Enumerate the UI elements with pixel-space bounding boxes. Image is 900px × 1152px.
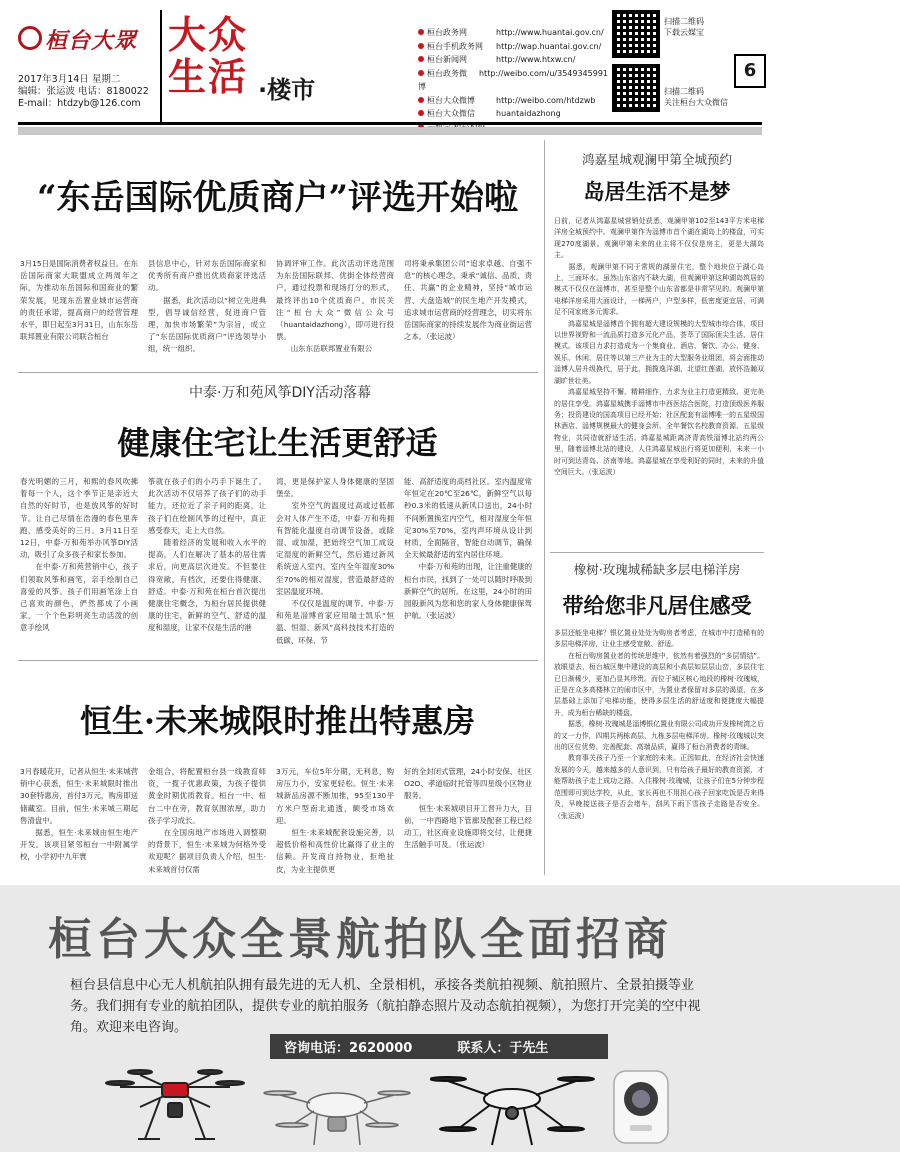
subsection-title: ·楼市 [258,76,316,104]
article-divider [18,660,538,661]
contact-row [418,53,608,67]
article-headline: “东岳国际优质商户”评选开始啦 [36,178,519,218]
contact-label: 桓台大众微博 [427,95,475,105]
section-title [168,14,248,98]
article-column: 3月春暖花开，记者从恒生·未来城营销中心获悉，恒生·未来城限时推出30套特惠房，首付3万元，购房即送储藏室。目前，恒生·未来城三期起售清盘中。 据悉，恒生·未来城由恒生地产开发。该项目紧邻桓台一中附属学校，小学初中九年寰 [20,767,138,862]
panorama-camera-icon [610,1067,672,1147]
contact-row [418,94,608,108]
contact-row [418,67,608,94]
article-column: 春光明媚的三月，和熙的春风吹拂着每一个人，这个季节正是亲近大自然的好时节，也是放风筝的好时节。让自己尽情在浩漫的春色里奔跑，感受美好的三月。3月11日至12日，中泰·万和苑举办风筝DIY活动，吸引了众多孩子和家长参加。 在中泰·万和苑营销中心，孩子们领取风筝和画笔，亲手绘制自己喜爱的风筝。孩子们用画笔涂上自己喜欢的颜色，俨然都成了小画家，一个个色彩明亮生动活泼的创意手绘风 [20,477,138,633]
column-divider [544,140,545,875]
email-info: E-mail：htdzyb@126.com [18,98,141,109]
article-column: 筝就在孩子们的小巧手下诞生了。此次活动不仅培养了孩子们的动手能力，还拉近了亲子间的距离，让孩子们在绘制风筝的过程中，真正感受春天，走上大自然。 随着经济的发展和收入水平的提高，人们在解决了基本的居住需求后，向更高层次进发。不但要住得宽敞，有档次，还要住得健康、舒适。中泰·万和苑在桓台首次提出健康住宅概念，为桓台居民提供健康的住宅，新鲜的空气、舒适的温度和湿度，让家不仅是生活的港 [148,477,266,633]
contact-label: 桓台手机政务网 [427,41,483,51]
contact-label: 桓台大众微信 [427,109,475,118]
article-body: 日前，记者从鸿嘉星城营销处获悉，观澜甲第102至143平方米电梯洋房全城预约中。观澜甲第作为淄博市首个湖在湖岛上的楼盘，可实现270度湖景。观澜甲第未来的业主将不仅仅是房主，更是大湖岛主。 据悉，观澜甲第不同于常规的湖景住宅，整个地块位于湖心岛上，三面环水。虽然山东省内不缺大湖，但观澜甲第这种湖岛筑居的模式不仅仅在淄博市，甚至是整个山东省都是非常罕见的。观澜甲第电梯洋房采用大面设计，一梯两户，户型多样，低密度更宜居，可满足不同家庭多元需求。 鸿嘉星城是淄博首个拥有超大建设规模的大型城市综合体，项目以世界视野和一流品质打造多元化产品，荟萃了国际顶尖生活、居住模式。该项目力求打造成为一个集商业、酒店、餐饮、办公、健身、娱乐、休闲、居住等以第三产业为主的大型服务业组团，将会面推动淄博人居升级换代，居于此，拥揽逸洋湖，北望红莲湖，放怀浩瀚双湖旷世壮美。 鸿嘉星城坚持不懈、精耕细作，力求为业主打造更精致、更完美的居住享受。鸿嘉星城携手淄博市中西医结合医院，打造顶级医养服务；投资建设的国高项目已经开始；社区配套有淄博唯一的五星级国林酒店、淄博规模最大的健身会所、全年餐饮名校教育资源、五星级物业，共同造就舒适生活。鸿嘉星城距离济青高铁淄博北站约两公里，随着淄博北站的建设，人住鸿嘉星城出行将更加便利，未来一小时可到达青岛、济南等地。鸿嘉星城在享受利好的同时，未来的升值空间巨大。（张运波） [554,217,764,476]
ad-body: 桓台县信息中心无人机航拍队拥有最先进的无人机、全景相机，承接各类航拍视频、航拍照片、全景拍摄等业务。我们拥有专业的航拍团队，提供专业的航拍服务（航拍静态照片及动态航拍视频），为您打开完美的空中视角。欢迎来电咨询。 [70,978,701,1035]
qr-caption-wechat [664,86,728,108]
contact-value[interactable]: http://weibo.com/u/3549345991 [478,68,608,78]
bullet-icon [418,29,424,35]
article-column: 协调评审工作。此次活动评选范围为东岳国际联邦、优街全体经营商户，通过投票和现场打分的形式，最终评出10个优质商户。市民关注“桓台大众”微信公众号（huantaidazhong），即可进行投票。 山东东岳联邦置业有限公 [276,259,394,354]
contact-row [418,40,608,54]
article-column: 好的全封闭式管理，24小时安保、社区O2O、孝道临时托管等四星级小区物业服务。 恒生·未来城项目开工晋升力大，目前，一中西路地下管廊及配套工程已经动工，社区商业设施即将交付，让便捷生活触手可及。（张运波） [404,767,532,850]
header-rule [18,122,762,125]
contact-row [418,26,608,40]
qr-code-download[interactable] [612,10,660,58]
article-column: 湾，更是保护家人身体健康的坚固堡垒。 室外空气的温度过高或过低都会对人体产生不适，中泰·万和苑拥有智能化温度自动调节设备，或除湿、或加湿，把始终空气加工成设定湿度的新鲜空气，然后通过新风系统送入室内，室内全年湿度30%至70%的相对湿度，营造最舒适的室居温度环境。 不仅仅是温度的调节。中泰·万和苑是淄博首家应用瑞士凯乐“恒温、恒湿、新风”高科技技术打造的低碳、环保、节 [276,477,394,645]
racing-drone-icon [430,1065,595,1149]
bullet-icon [418,97,424,103]
article-column: 能、高舒适度的高档社区。室内温度常年恒定在20℃至26℃，新鲜空气以每秒0.3米的低速从新风口送出，24小时不间断置换室内空气，相对湿度全年恒定30%至70%，室内声环境从设计到材质，全面隔音，智能自动调节，确保全天候最舒适的室内居住环境。 中泰·万和苑的出现，让注重健康的桓台市民，找到了一处可以随时呼吸到新鲜空气的居所。在这里，24小时的田园般新风为您和您的家人身体健康保驾护航。（张运波） [404,477,532,621]
contact-row [418,107,608,121]
ad-title: 桓台大众全景航拍队全面招商 [48,914,672,965]
logo-mark-icon [18,26,42,50]
bullet-icon [418,43,424,49]
article-column: 3月15日是国际消费者权益日。在东岳国际商家大联盟成立两周年之际，为推动东岳国际和国商业的繁荣发展，见现东岳置业城市运营商的责任承诺，提高商户的经营管理水平，即日起至3月31日，山东东岳联邦置业有限公司联合桓台 [20,259,138,342]
contact-label: 桓台新闻网 [427,55,467,64]
page-number: 6 [734,54,766,88]
article-column: 司将秉承集团公司“追求卓越、自强不息”的核心理念，秉承“诚信、品质、责任、共赢”的企业精神，坚持“城市运营、大盘造城”的民生地产开发模式，追求城市运营商的经营理念，切实将东岳国际商家的持续发展作为商业街运营之本。（张运波） [404,259,532,342]
contact-label: 桓台政务微博 [418,68,467,91]
ad-contact-person: 联系人：于先生 [457,1041,549,1056]
article-headline: 岛居生活不是梦 [583,179,731,204]
contact-value[interactable]: http://wap.huantai.gov.cn/ [496,41,602,51]
article-divider [18,372,538,373]
hexacopter-drone-icon [100,1067,250,1149]
contact-value[interactable]: http://www.htxw.cn/ [496,55,576,64]
qr-caption-line1: 扫描二维码 [664,17,704,26]
qr-caption-line1: 扫描二维码 [664,87,704,96]
editor-info: 编辑：张运波 电话：8180022 [18,86,149,97]
article-headline: 带给您非凡居住感受 [562,593,752,618]
masthead-divider [160,10,162,122]
section-title-line2: 生活 [168,54,249,99]
ad-contact-bar [270,1034,608,1059]
contact-label: 桓台政务网 [427,28,467,37]
logo-text: 桓台大眾 [45,28,138,54]
bullet-icon [418,56,424,62]
qr-caption-line2: 下载云媒宝 [664,28,704,37]
article-column: 县信息中心，针对东岳国际商家和优秀所有商户推出优质商家评选活动。 据悉，此次活动以“树立先进典型，倡导诚信经营，促进商户管理，加快市场繁荣”为宗旨，成立了“东岳国际优质商户”评选领导小组，统一组织、 [148,259,266,354]
article-column: 金组合，将配置桓台县一线教育师资，一揽子优惠政策，为孩子提供黄金时期优质教育。桓台一中、桓台二中在旁，教育氛围浓厚，助力孩子学习成长。 在全国房地产市场进入调整期的背景下，恒生·未来城为何格外受欢迎呢？据项目负责人介绍，恒生·未来城首付仅需 [148,767,266,874]
bullet-icon [418,70,424,76]
qr-caption-download [664,16,704,38]
article-column: 3万元，车位5年分期，无利息，购房压力小，安家更轻松。恒生·未来城新品房源不断加推，95至130平方米户型南北通透，颇受市场欢迎。 恒生·未来城配套设施完善，以超低价格和高性价比赢得了业主的信赖。开发商自持物业，拒绝扯皮，为业主提供更 [276,767,394,874]
contact-list [418,26,608,134]
article-kicker: 橡树·玫瑰城稀缺多层电梯洋房 [573,562,741,577]
masthead-meta [18,74,158,110]
article-headline: 健康住宅让生活更舒适 [117,424,438,462]
contact-value: huantaidazhong [496,109,561,118]
header-band [18,127,762,135]
article-kicker: 鸿嘉星城观澜甲第全城预约 [581,152,732,167]
contact-value[interactable]: http://weibo.com/htdzwb [496,95,596,105]
bullet-icon [418,110,424,116]
ad-phone: 咨询电话：2620000 [284,1041,413,1056]
article-kicker: 中泰·万和苑风筝DIY活动落幕 [189,385,371,401]
advertisement [0,885,900,1152]
article-divider [550,552,764,553]
issue-date: 2017年3月14日 星期二 [18,74,121,85]
section-title-line1: 大众 [168,12,249,57]
article-headline: 恒生·未来城限时推出特惠房 [79,702,476,740]
contact-value[interactable]: http://www.huantai.gov.cn/ [496,28,604,37]
qr-code-wechat[interactable] [612,64,660,112]
quadcopter-drone-icon [262,1081,412,1151]
newspaper-logo [18,24,137,55]
article-body: 多层还能坐电梯？银亿置业处处为购房者考虑，在城市中打造稀有的多层电梯洋房，让业主感受宽敞、舒适。 在桓台购房置业者的传统思维中，依然有着强烈的“多层情结”。放眼望去，桓台城区集中建设的高层和小高层如层层山峦，多层住宅已日渐稀少，更加凸显其珍贵。而位于城区核心地段的橡树·玫瑰城，正是在众多高楼林立的闹市区中，为置业者保留对多层的渴望，在多层基础上添加了电梯功能，使得多层生活的舒适度和便捷度大幅提升，成为桓台稀缺的楼盘。 据悉，橡树·玫瑰城是淄博银亿置业有限公司成功开发橡树湾之后的又一力作，四期共两栋高层、九栋多层电梯洋房。橡树·玫瑰城以突出的区位优势、完善配套、高端品质，赢得了桓台消费者的青睐。 教育事关孩子乃至一个家庭的未来。正因如此，在经济社会快速发展的今天，越来越多的人意识到，只有给孩子最好的教育资源，才能帮助孩子走上成功之路。入住橡树·玫瑰城，让孩子们在5分钟步程范围即可到达学校，从此，家长再也不用担心孩子回家吃饭是否来得及，早晚接送孩子是否会堵车，刮风下雨下雪孩子走路是否安全。（张运波） [554,629,764,820]
qr-caption-line2: 关注桓台大众微信 [664,98,728,107]
